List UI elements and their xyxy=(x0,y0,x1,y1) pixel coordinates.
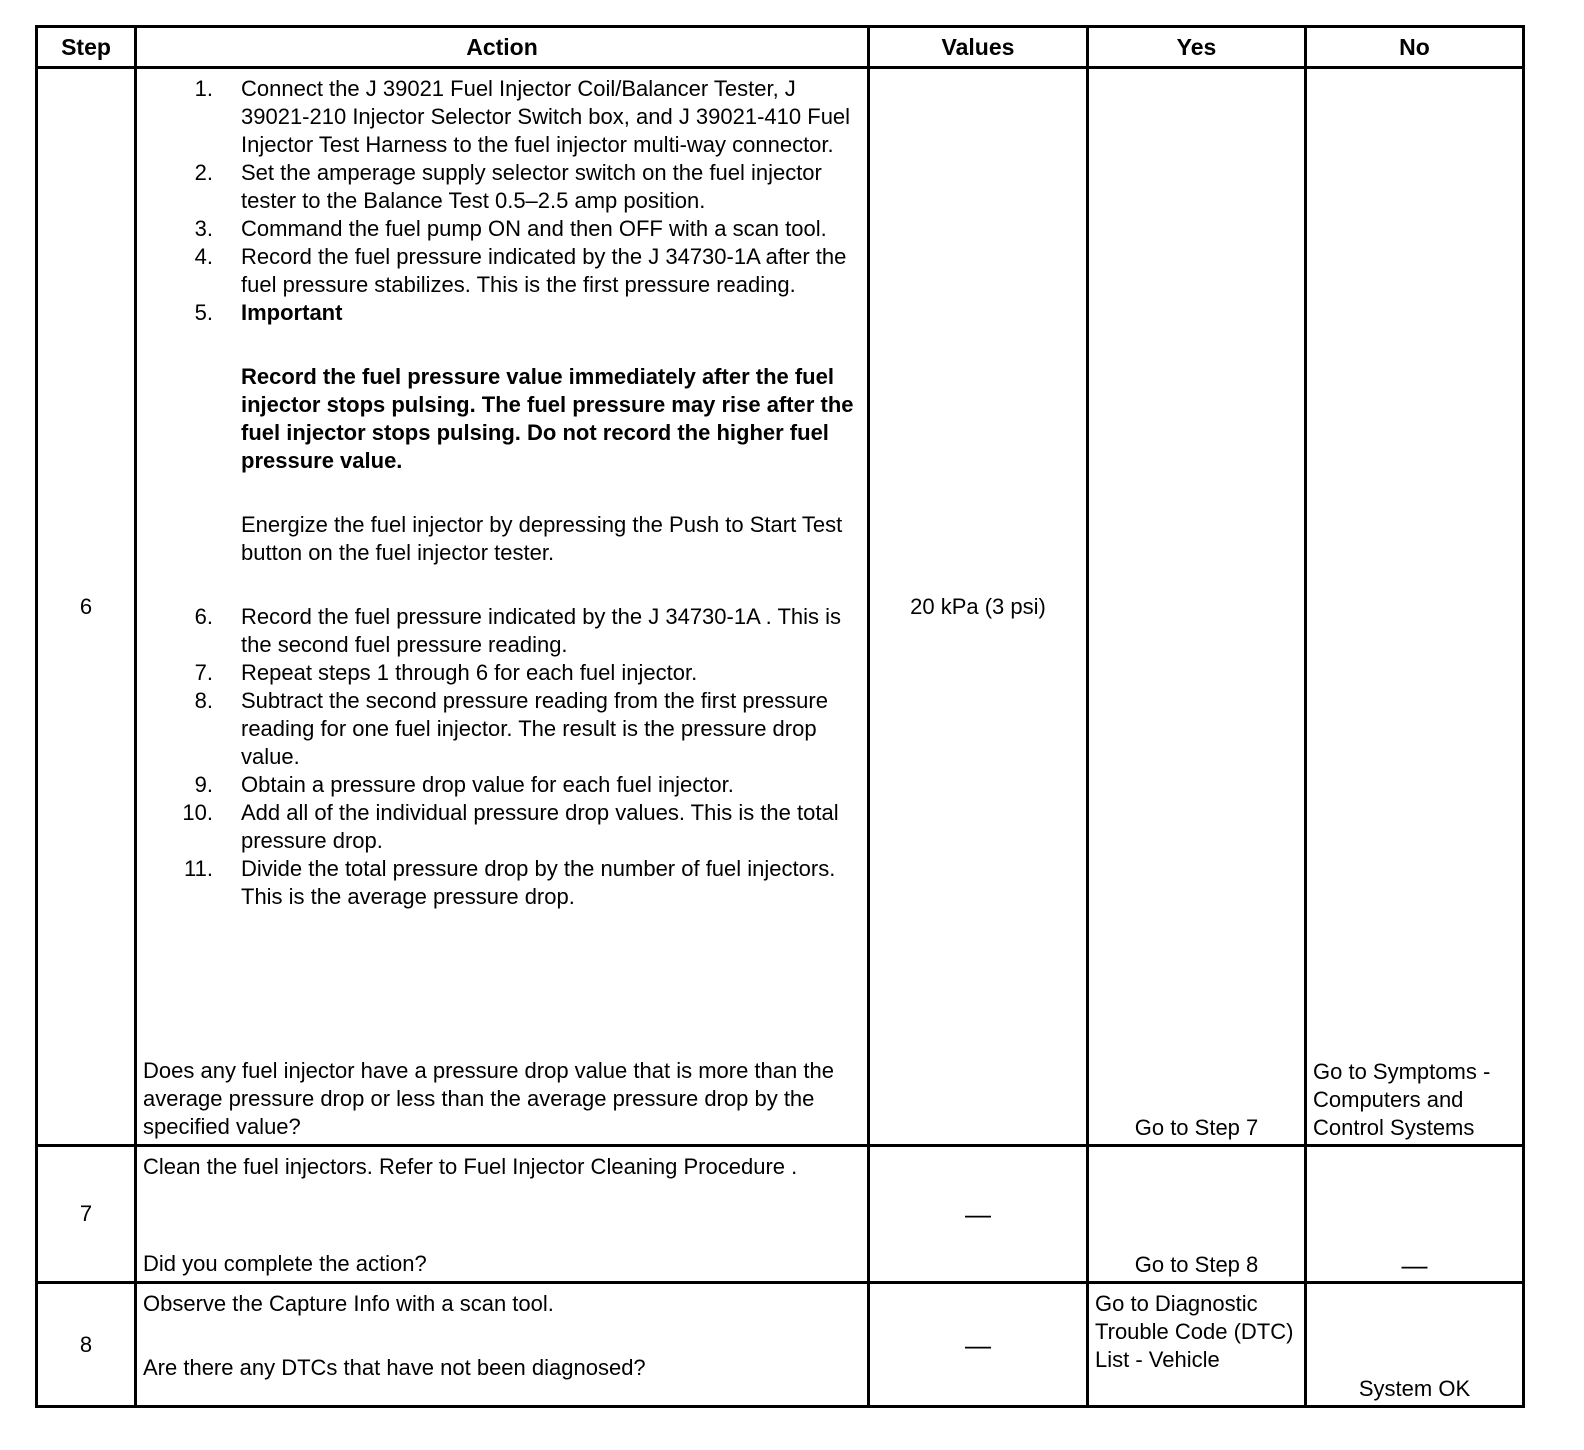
no-8: System OK xyxy=(1306,1283,1524,1407)
step-5-text: Energize the fuel injector by depressing the Push to Start Test button on the fuel injector tester. xyxy=(241,512,843,565)
important-note: Record the fuel pressure value immediately after the fuel injector stops pulsing. The fuel pressure may rise after the fuel injector stops pulsing. Do not record the higher fuel pressure value. xyxy=(241,364,854,473)
list-item-continuation xyxy=(137,327,867,603)
header-action: Action xyxy=(136,27,869,68)
list-item: 7. Repeat steps 1 through 6 for each fuel injector. xyxy=(194,660,698,685)
list-item: 6. Record the fuel pressure indicated by the J 34730-1A . This is the second fuel pressure reading. xyxy=(194,604,842,657)
list-item: 3. Command the fuel pump ON and then OFF with a scan tool. xyxy=(194,216,827,241)
question-7: Did you complete the action? xyxy=(143,1251,427,1276)
procedure-list-a xyxy=(137,75,867,911)
step-number-6: 6 xyxy=(37,68,136,1146)
header-row xyxy=(37,27,1524,68)
no-6: Go to Symptoms - Computers and Control Systems xyxy=(1306,68,1524,1146)
action-cell-6 xyxy=(136,68,869,1146)
list-item: 10. Add all of the individual pressure drop values. This is the total pressure drop. xyxy=(182,800,839,853)
header-no: No xyxy=(1306,27,1524,68)
list-item: 8. Subtract the second pressure reading from the first pressure reading for one fuel injector. The result is the pressure drop value. xyxy=(194,688,828,769)
table-row-step-8 xyxy=(37,1283,1524,1407)
list-item: 9. Obtain a pressure drop value for each fuel injector. xyxy=(194,772,734,797)
yes-6: Go to Step 7 xyxy=(1088,68,1306,1146)
value-8: — xyxy=(869,1283,1088,1407)
list-item: 11. Divide the total pressure drop by the number of fuel injectors. This is the average pressure drop. xyxy=(184,856,836,909)
question-8: Are there any DTCs that have not been diagnosed? xyxy=(143,1355,646,1380)
question-6: Does any fuel injector have a pressure drop value that is more than the average pressure drop or less than the average pressure drop by the specified value? xyxy=(143,1058,834,1139)
action-8: Observe the Capture Info with a scan tool. xyxy=(143,1291,554,1316)
diagnostic-table xyxy=(35,25,1525,1408)
yes-7: Go to Step 8 xyxy=(1088,1146,1306,1283)
table-row-step-6 xyxy=(37,68,1524,1146)
list-item: 5. Important xyxy=(194,300,343,325)
header-step: Step xyxy=(37,27,136,68)
diagnostic-table-page xyxy=(35,25,1525,1408)
value-6: 20 kPa (3 psi) xyxy=(869,68,1088,1146)
no-7: — xyxy=(1306,1146,1524,1283)
yes-8: Go to Diagnostic Trouble Code (DTC) List - Vehicle xyxy=(1088,1283,1306,1407)
action-7: Clean the fuel injectors. Refer to Fuel Injector Cleaning Procedure . xyxy=(143,1154,798,1179)
list-item: 2. Set the amperage supply selector switch on the fuel injector tester to the Balance Test 0.5–2.5 amp position. xyxy=(194,160,822,213)
action-cell-7 xyxy=(136,1146,869,1283)
action-cell-8 xyxy=(136,1283,869,1407)
value-7: — xyxy=(869,1146,1088,1283)
table-row-step-7 xyxy=(37,1146,1524,1283)
list-item: 4. Record the fuel pressure indicated by the J 34730-1A after the fuel pressure stabilizes. This is the first pressure reading. xyxy=(194,244,847,297)
list-item: 1. Connect the J 39021 Fuel Injector Coil/Balancer Tester, J 39021-210 Injector Selector Switch box, and J 39021-410 Fuel Injector Test Harness to the fuel injector multi-way connector. xyxy=(194,76,851,157)
header-values: Values xyxy=(869,27,1088,68)
header-yes: Yes xyxy=(1088,27,1306,68)
step-number-8: 8 xyxy=(37,1283,136,1407)
step-number-7: 7 xyxy=(37,1146,136,1283)
